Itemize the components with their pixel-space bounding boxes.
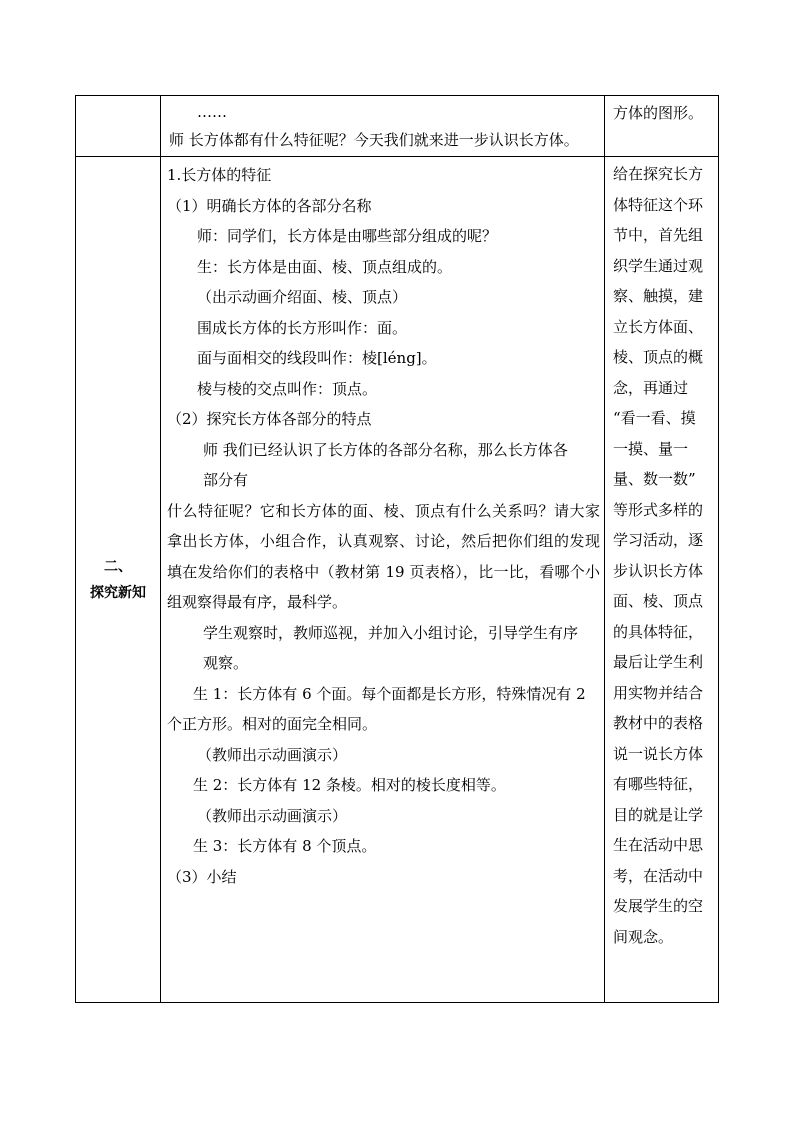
lesson-plan-table	[75, 95, 719, 1003]
content-cell	[161, 96, 605, 157]
section-heading: 1.长方体的特征	[167, 166, 272, 184]
animation-note: （教师出示动画演示）	[197, 806, 348, 825]
note-line: 体特征这个环	[613, 195, 704, 214]
note-line: 步认识长方体	[613, 561, 704, 580]
note-line: 最后让学生利	[613, 653, 704, 671]
note-line: 立长方体面、	[613, 317, 704, 336]
animation-note: （教师出示动画演示）	[197, 745, 348, 764]
note-line: 考，在活动中	[613, 866, 704, 885]
note-line: 节中，首先组	[613, 226, 704, 244]
teacher-prompt: 部分有	[203, 471, 249, 489]
note-line: 面、棱、顶点	[613, 592, 704, 610]
note-text: 方体的图形。	[613, 104, 704, 122]
definition-face: 围成长方体的长方形叫作：面。	[197, 318, 408, 337]
teacher-prompt-paragraph: 什么特征呢？它和长方体的面、棱、顶点有什么关系吗？请大家拿出长方体，小组合作，认真观察、讨论，然后把你们组的发现填在发给你们的表格中（教材第 19 页表格），比一比，看哪个小组观察得最有序，最科学。	[167, 501, 600, 611]
note-line: 目的就是让学	[613, 805, 704, 824]
note-line: 的具体特征，	[613, 622, 704, 641]
observation-text: 学生观察时，教师巡视，并加入小组讨论，引导学生有序	[203, 623, 579, 642]
note-line: 察、触摸，建	[613, 287, 704, 305]
note-line: 发展学生的空	[613, 897, 704, 915]
note-cell	[605, 96, 719, 157]
teacher-prompt: 师 我们已经认识了长方体的各部分名称，那么长方体各	[203, 440, 568, 459]
note-line: 织学生通过观	[613, 256, 704, 275]
note-line: 念，再通过	[613, 378, 689, 397]
stage-name: 探究新知	[90, 584, 146, 601]
student-answer: 生：长方体是由面、棱、顶点组成的。	[197, 257, 453, 276]
teacher-question: 师 长方体都有什么特征呢？今天我们就来进一步认识长方体。	[169, 131, 579, 149]
note-line: 量、数一数”	[613, 470, 696, 488]
definition-edge: 面与面相交的线段叫作：棱[léng]。	[197, 349, 437, 367]
subsection-heading: （1）明确长方体的各部分名称	[167, 196, 372, 215]
subsection-heading: （2）探究长方体各部分的特点	[167, 410, 372, 428]
observation-text: 观察。	[203, 654, 249, 672]
note-line: “看一看、摸	[613, 409, 696, 427]
definition-vertex: 棱与棱的交点叫作：顶点。	[197, 379, 378, 398]
note-line: 一摸、量一	[613, 439, 689, 458]
note-cell	[605, 157, 719, 1003]
table-row	[76, 96, 719, 157]
student-answer: 生 1：长方体有 6 个面。每个面都是长方形，特殊情况有 2	[193, 684, 586, 703]
content-cell	[161, 157, 605, 1003]
note-line: 等形式多样的	[613, 500, 704, 519]
table-row	[76, 157, 719, 1003]
stage-number: 二、	[104, 558, 132, 575]
note-line: 生在活动中思	[613, 836, 704, 854]
student-answer: 个正方形。相对的面完全相同。	[167, 715, 378, 733]
teacher-question: 师：同学们，长方体是由哪些部分组成的呢？	[197, 227, 498, 245]
note-line: 说一说长方体	[613, 744, 704, 763]
note-line: 用实物并结合	[613, 683, 704, 702]
stage-cell	[76, 157, 161, 1003]
ellipsis-line: ……	[197, 103, 227, 121]
note-line: 学习活动，逐	[613, 531, 704, 549]
design-intent-note	[605, 157, 718, 952]
student-answer: 生 3：长方体有 8 个顶点。	[193, 837, 377, 855]
note-line: 给在探究长方	[613, 165, 704, 183]
student-answer: 生 2：长方体有 12 条棱。相对的棱长度相等。	[193, 776, 506, 794]
note-line: 棱、顶点的概	[613, 348, 704, 366]
animation-note: （出示动画介绍面、棱、顶点）	[197, 288, 408, 306]
note-line: 间观念。	[613, 927, 674, 946]
note-line: 有哪些特征，	[613, 775, 704, 793]
summary-heading: （3）小结	[167, 867, 237, 886]
note-line: 教材中的表格	[613, 714, 704, 732]
stage-cell-empty	[76, 96, 161, 157]
